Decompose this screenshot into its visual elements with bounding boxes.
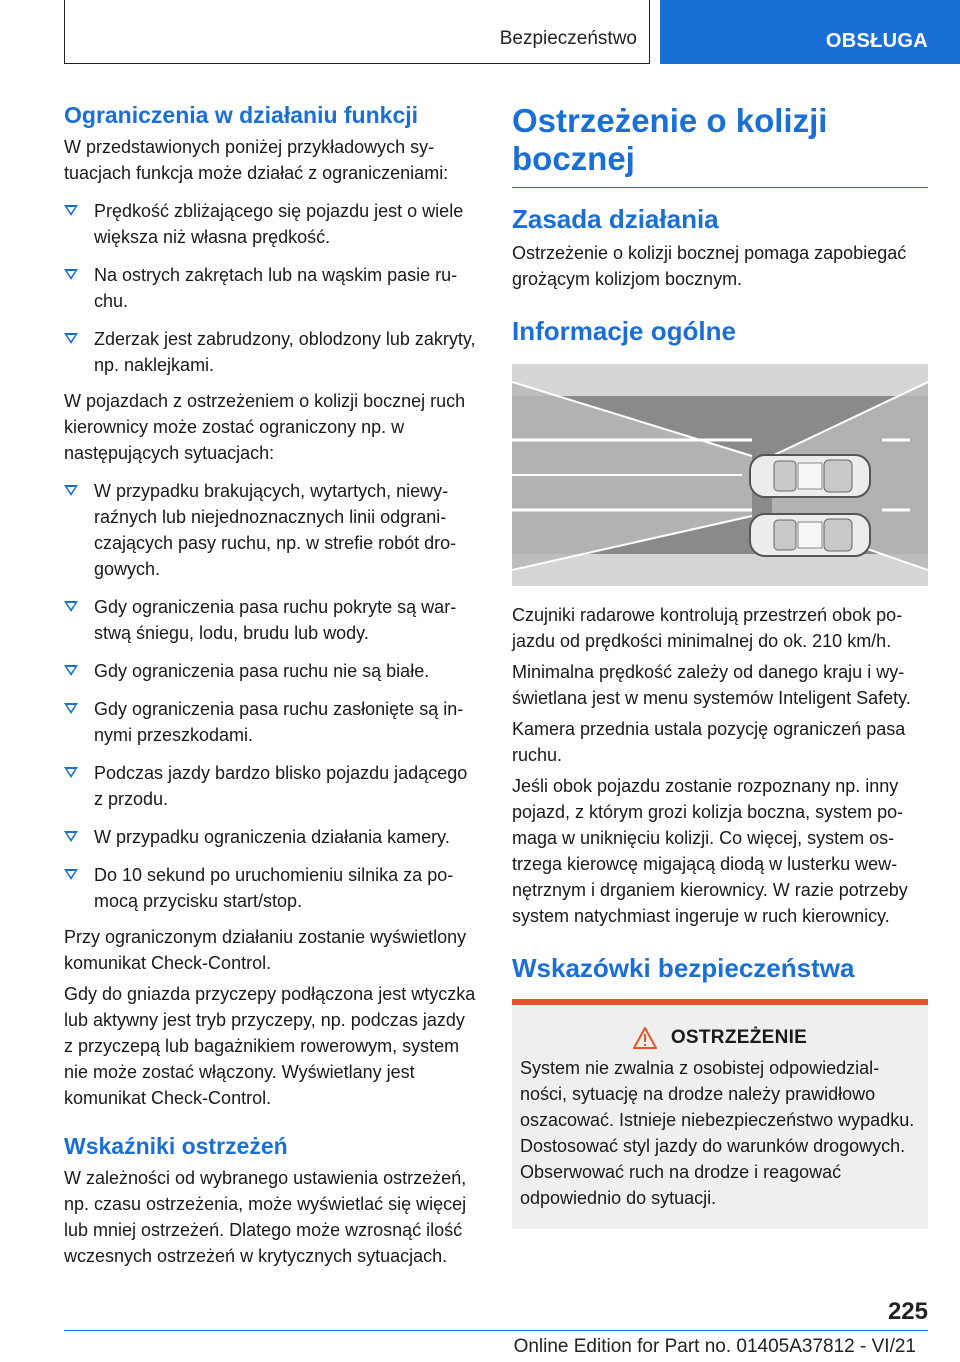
car-illustration <box>750 455 870 497</box>
right-column <box>512 100 928 1229</box>
bullet-triangle-icon <box>64 831 78 842</box>
bullet-item <box>64 658 478 684</box>
bullet-item <box>64 478 478 582</box>
bullet-triangle-icon <box>64 601 78 612</box>
bullet-text: Gdy ograniczenia pasa ruchu nie są białe. <box>94 661 430 681</box>
bullet-text: Gdy ograniczenia pasa ruchu zasłonięte są innymi przeszkodami. <box>94 699 464 745</box>
illustration-side-collision-radar <box>512 364 928 586</box>
bullet-text: Do 10 sekund po uruchomieniu silnika za pomocą przycisku start/stop. <box>94 865 454 911</box>
header-chapter-tab: OBSŁUGA <box>660 0 960 64</box>
paragraph: W pojazdach z ostrzeżeniem o kolizji bocznej ruch kierownicy może zostać ograniczony np. w następujących sytuacjach: <box>64 391 466 463</box>
bullet-item <box>64 760 478 812</box>
bullet-triangle-icon <box>64 269 78 280</box>
bullet-item <box>64 326 478 378</box>
page-number: 225 <box>887 1298 928 1325</box>
bullet-text: Prędkość zbliżającego się pojazdu jest o wiele większa niż własna prędkość. <box>94 201 464 247</box>
bullet-text: Gdy ograniczenia pasa ruchu pokryte są warstwą śniegu, lodu, brudu lub wody. <box>94 597 457 643</box>
bullet-triangle-icon <box>64 333 78 344</box>
heading-limitations: Ograniczenia w działaniu funkcji <box>64 102 419 128</box>
bullet-text: Podczas jazdy bardzo blisko pojazdu jadącego z przodu. <box>94 763 468 809</box>
paragraph: Przy ograniczonym działaniu zostanie wyświetlony komunikat Check-Control. <box>64 927 467 973</box>
warning-triangle-icon <box>633 1027 657 1049</box>
paragraph: Minimalna prędkość zależy od danego kraju i wyświetlana jest w menu systemów Inteligent Safety. <box>512 662 911 708</box>
heading-safety-notes: Wskazówki bezpieczeństwa <box>512 953 855 983</box>
road-diagram <box>512 364 928 586</box>
bullet-item <box>64 198 478 250</box>
paragraph: Kamera przednia ustala pozycję ograniczeń pasa ruchu. <box>512 719 906 765</box>
bullet-text: W przypadku ograniczenia działania kamery. <box>94 827 450 847</box>
footer-edition: Online Edition for Part no. 01405A37812 - VI/21 <box>513 1336 916 1357</box>
paragraph: W przedstawionych poniżej przykładowych sytuacjach funkcja może działać z ograniczeniami: <box>64 137 449 183</box>
paragraph: Jeśli obok pojazdu zostanie rozpoznany np. inny pojazd, z którym grozi kolizja boczna, system pomaga w uniknięciu kolizji. Co więcej, system ostrzega kierowcę migającą diodą w lusterku wewnętrznym i drganiem kierownicy. W razie potrzeby system natychmiast ingeruje w ruch kierownicy. <box>512 776 908 926</box>
warning-text: System nie zwalnia z osobistej odpowiedzialności, sytuację na drodze należy prawidłowo oszacować. Istnieje niebezpieczeństwo wypadku. Dostosować styl jazdy do warunków drogowych. Obserwować ruch na drodze i reagować odpowiednio do sytuacji. <box>520 1058 915 1208</box>
footer-divider <box>64 1330 928 1331</box>
paragraph: Ostrzeżenie o kolizji bocznej pomaga zapobiegać grożącym kolizjom bocznym. <box>512 243 907 289</box>
warning-box <box>512 999 928 1229</box>
bullet-triangle-icon <box>64 869 78 880</box>
bullet-text: Zderzak jest zabrudzony, oblodzony lub zakryty, np. naklejkami. <box>94 329 476 375</box>
warning-header <box>520 1027 920 1049</box>
left-column <box>64 100 478 1274</box>
bullet-triangle-icon <box>64 205 78 216</box>
heading-general-info: Informacje ogólne <box>512 316 736 346</box>
paragraph: Gdy do gniazda przyczepy podłączona jest wtyczka lub aktywny jest tryb przyczepy, np. podczas jazdy z przyczepą lub bagażnikiem rowerowym, system nie może zostać włączony. Wyświetlany jest komunikat Check-Control. <box>64 984 476 1108</box>
paragraph: Czujniki radarowe kontrolują przestrzeń obok pojazdu od prędkości minimalnej do ok. 210 km/h. <box>512 605 903 651</box>
section-title: Ostrzeżenie o kolizji bocznej <box>512 102 828 177</box>
bullet-item <box>64 824 478 850</box>
bullet-triangle-icon <box>64 485 78 496</box>
bullet-triangle-icon <box>64 767 78 778</box>
warning-title: OSTRZEŻENIE <box>670 1027 808 1048</box>
header-section-title: Bezpieczeństwo <box>499 28 637 49</box>
header-section-box <box>64 0 650 64</box>
car-illustration <box>750 514 870 556</box>
bullet-item <box>64 594 478 646</box>
bullet-item <box>64 862 478 914</box>
bullet-item <box>64 696 478 748</box>
paragraph: W zależności od wybranego ustawienia ostrzeżeń, np. czasu ostrzeżenia, może wyświetlać się więcej lub mniej ostrzeżeń. Dlatego może wzrosnąć ilość wczesnych ostrzeżeń w krytycznych sytuacjach. <box>64 1168 467 1266</box>
bullet-triangle-icon <box>64 665 78 676</box>
title-divider <box>512 178 928 188</box>
bullet-text: W przypadku brakujących, wytartych, niewyraźnych lub niejednoznacznych linii odgraniczających pasy ruchu, np. w strefie robót drogowych. <box>94 481 457 579</box>
bullet-triangle-icon <box>64 703 78 714</box>
heading-principle: Zasada działania <box>512 204 719 234</box>
bullet-text: Na ostrych zakrętach lub na wąskim pasie ruchu. <box>94 265 458 311</box>
heading-warning-indicators: Wskaźniki ostrzeżeń <box>64 1133 288 1159</box>
bullet-item <box>64 262 478 314</box>
